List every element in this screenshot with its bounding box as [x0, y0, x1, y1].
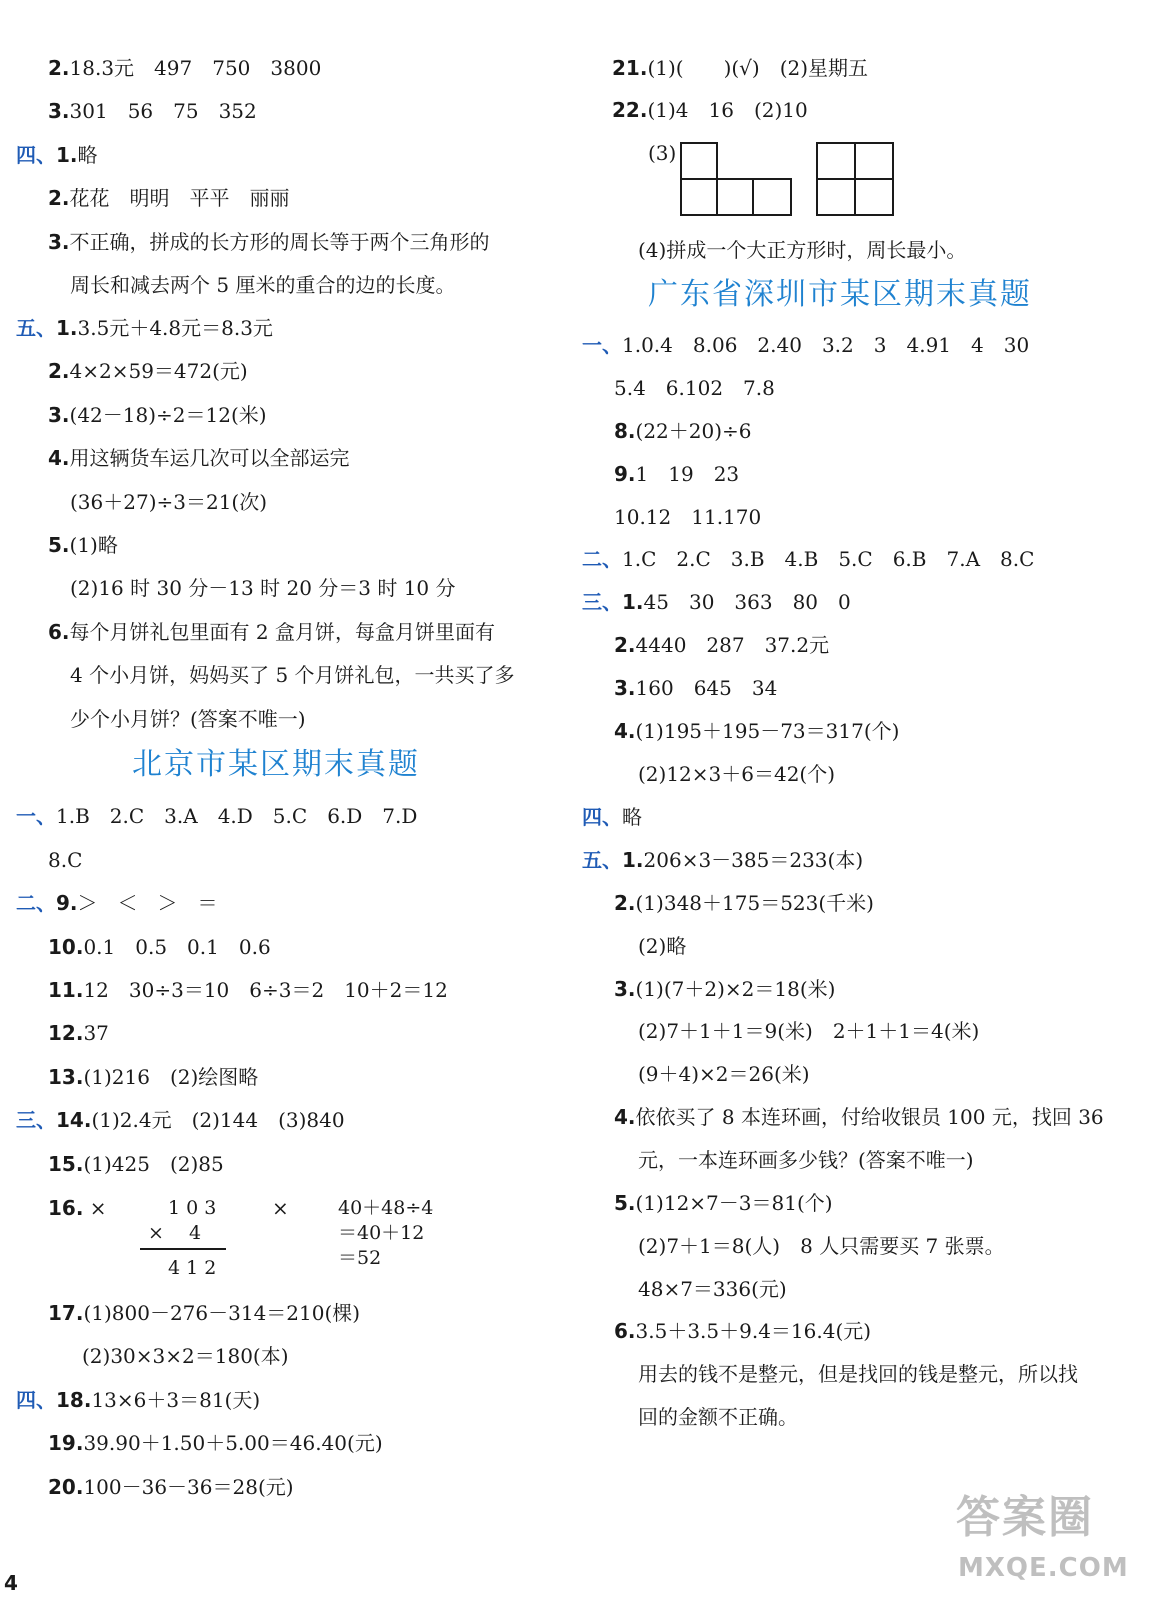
answer-line: 17.(1)800－276－314＝210(棵) [48, 1301, 361, 1325]
answer-line: 4 个小月饼，妈妈买了 5 个月饼礼包，一共买了多 [70, 663, 515, 687]
answer-line: 11.12 30÷3＝10 6÷3＝2 10＋2＝12 [48, 978, 448, 1002]
page-number: 4 [4, 1571, 18, 1595]
vertical-calc-row: 1 0 3 [168, 1197, 217, 1219]
answer-line: 2.(1)348＋175＝523(千米) [614, 891, 874, 915]
answer-line: (4)拼成一个大正方形时，周长最小。 [638, 238, 967, 262]
answer-line: 22.(1)4 16 (2)10 [612, 98, 808, 122]
answer-line: (9＋4)×2＝26(米) [638, 1062, 810, 1086]
answer-line: (2)16 时 30 分－13 时 20 分＝3 时 10 分 [70, 576, 456, 600]
answer-line: 2.花花 明明 平平 丽丽 [48, 186, 290, 210]
answer-line: 48×7＝336(元) [638, 1277, 787, 1301]
expression-row: 40＋48÷4 [338, 1197, 434, 1219]
answer-line: 16. × [48, 1196, 107, 1220]
answer-line: (2)7＋1＋1＝9(米) 2＋1＋1＝4(米) [638, 1019, 980, 1043]
answer-line: 3.(42－18)÷2＝12(米) [48, 403, 267, 427]
answer-line: (36＋27)÷3＝21(次) [70, 490, 268, 514]
expression-row: ＝52 [338, 1247, 382, 1269]
answer-line: 9.1 19 23 [614, 462, 740, 486]
section-four: 四、1.略 [16, 143, 98, 167]
section-four: 四、18.13×6＋3＝81(天) [16, 1388, 261, 1412]
answer-line: 10.0.1 0.5 0.1 0.6 [48, 935, 271, 959]
watermark-url: MXQE.COM [958, 1553, 1129, 1583]
answer-line: 6.3.5＋3.5＋9.4＝16.4(元) [614, 1319, 872, 1343]
answer-line: 12.37 [48, 1021, 109, 1045]
answer-line: 3.(1)(7＋2)×2＝18(米) [614, 977, 836, 1001]
answer-line: (2)略 [638, 934, 687, 958]
watermark-logo [950, 1490, 1150, 1600]
answer-line: (2)30×3×2＝180(本) [82, 1344, 289, 1368]
answer-line: 8.(22＋20)÷6 [614, 419, 752, 443]
section-five: 五、1.206×3－385＝233(本) [582, 848, 864, 872]
vertical-calc-divider [140, 1248, 226, 1250]
section-four: 四、略 [582, 805, 642, 829]
answer-line: 20.100－36－36＝28(元) [48, 1475, 294, 1499]
answer-line: 3.301 56 75 352 [48, 99, 257, 123]
vertical-calc-row: 4 1 2 [168, 1257, 217, 1279]
answer-line: 元，一本连环画多少钱？(答案不唯一) [638, 1148, 974, 1172]
answer-line: 19.39.90＋1.50＋5.00＝46.40(元) [48, 1431, 383, 1455]
shenzhen-section-title: 广东省深圳市某区期末真题 [648, 277, 1032, 312]
answer-line: 2.18.3元 497 750 3800 [48, 56, 322, 80]
section-one: 一、1.B 2.C 3.A 4.D 5.C 6.D 7.D [16, 804, 418, 828]
answer-line: 5.(1)12×7－3＝81(个) [614, 1191, 833, 1215]
answer-line: (2)7＋1＝8(人) 8 人只需要买 7 张票。 [638, 1234, 1005, 1258]
answer-line: × [272, 1196, 289, 1220]
expression-row: ＝40＋12 [338, 1222, 425, 1244]
answer-line: (2)12×3＋6＝42(个) [638, 762, 836, 786]
beijing-section-title: 北京市某区期末真题 [132, 747, 420, 782]
answer-line: 回的金额不正确。 [638, 1405, 798, 1429]
answer-line: 用去的钱不是整元，但是找回的钱是整元，所以找 [638, 1362, 1078, 1386]
rectangle-shape-figure [680, 142, 792, 217]
answer-line: 3.160 645 34 [614, 676, 778, 700]
answer-line: 4.用这辆货车运几次可以全部运完 [48, 446, 350, 470]
square-shape-figure [816, 142, 894, 217]
section-three: 三、14.(1)2.4元 (2)144 (3)840 [16, 1108, 345, 1132]
answer-line: 周长和减去两个 5 厘米的重合的边的长度。 [70, 273, 456, 297]
answer-line: (3) [648, 141, 677, 165]
answer-line: 2.4×2×59＝472(元) [48, 359, 248, 383]
answer-line: 2.4440 287 37.2元 [614, 633, 830, 657]
answer-line: 10.12 11.170 [614, 505, 762, 529]
section-two: 二、1.C 2.C 3.B 4.B 5.C 6.B 7.A 8.C [582, 547, 1035, 571]
answer-line: 3.不正确，拼成的长方形的周长等于两个三角形的 [48, 230, 490, 254]
section-five: 五、1.3.5元＋4.8元＝8.3元 [16, 316, 273, 340]
answer-line: 6.每个月饼礼包里面有 2 盒月饼，每盒月饼里面有 [48, 620, 495, 644]
answer-line: 8.C [48, 848, 83, 872]
answer-line: 15.(1)425 (2)85 [48, 1152, 224, 1176]
answer-line: 5.(1)略 [48, 533, 118, 557]
watermark-text: 答案圈 [956, 1492, 1094, 1543]
answer-line: 21.(1)( )(√) (2)星期五 [612, 56, 869, 80]
section-three: 三、1.45 30 363 80 0 [582, 590, 851, 614]
section-one: 一、1.0.4 8.06 2.40 3.2 3 4.91 4 30 [582, 333, 1030, 357]
answer-line: 13.(1)216 (2)绘图略 [48, 1065, 259, 1089]
answer-line: 少个小月饼？(答案不唯一) [70, 707, 306, 731]
answer-line: 4.(1)195＋195－73＝317(个) [614, 719, 900, 743]
section-two: 二、9.＞ ＜ ＞ ＝ [16, 891, 218, 915]
vertical-calc-row: × 4 [148, 1222, 202, 1244]
answer-line: 5.4 6.102 7.8 [614, 376, 775, 400]
answer-line: 4.依依买了 8 本连环画，付给收银员 100 元，找回 36 [614, 1105, 1104, 1129]
